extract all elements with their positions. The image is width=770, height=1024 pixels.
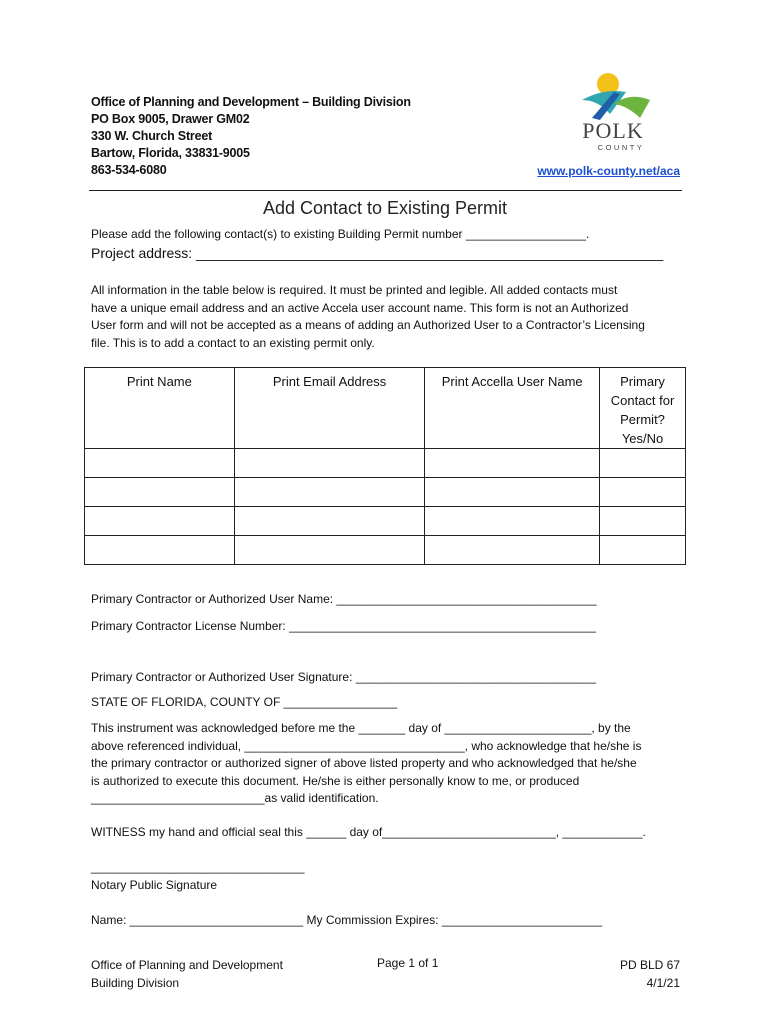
header-divider <box>89 190 682 191</box>
city-state-zip: Bartow, Florida, 33831-9005 <box>91 146 250 160</box>
office-address-block <box>91 94 411 179</box>
footer-office <box>91 956 283 992</box>
form-title: Add Contact to Existing Permit <box>262 198 508 218</box>
accela-user-cell[interactable] <box>425 536 600 565</box>
notary-signature-line: ________________________________ <box>91 860 305 874</box>
page-number: Page 1 of 1 <box>377 956 439 970</box>
header-print-email: Print Email Address <box>234 368 425 449</box>
header-print-name: Print Name <box>85 368 235 449</box>
name-cell[interactable] <box>85 449 235 478</box>
street-address: 330 W. Church Street <box>91 129 213 143</box>
primary-contact-cell[interactable] <box>600 449 686 478</box>
polk-county-logo <box>568 70 658 154</box>
email-cell[interactable] <box>234 449 425 478</box>
license-number-line: Primary Contractor License Number: ______________________________________________ <box>91 619 597 633</box>
website-link[interactable]: www.polk-county.net/aca <box>537 164 680 178</box>
accela-user-cell[interactable] <box>425 507 600 536</box>
notary-signature-label: Notary Public Signature <box>91 878 218 892</box>
primary-contact-cell[interactable] <box>600 478 686 507</box>
phone-number: 863-534-6080 <box>91 163 167 177</box>
email-cell[interactable] <box>234 478 425 507</box>
logo-subtitle: COUNTY <box>597 143 645 152</box>
contractor-signature-line: Primary Contractor or Authorized User Signature: ____________________________________ <box>91 670 597 684</box>
po-box: PO Box 9005, Drawer GM02 <box>91 112 250 126</box>
email-cell[interactable] <box>234 507 425 536</box>
name-cell[interactable] <box>85 507 235 536</box>
name-cell[interactable] <box>85 478 235 507</box>
email-cell[interactable] <box>234 536 425 565</box>
accela-user-cell[interactable] <box>425 449 600 478</box>
form-id: PD BLD 67 <box>619 958 680 972</box>
permit-number-instruction: Please add the following contact(s) to existing Building Permit number __________________. <box>91 227 590 241</box>
header-accela-user: Print Accella User Name <box>425 368 600 449</box>
header-primary-contact: Primary Contact for Permit? Yes/No <box>600 368 686 449</box>
table-row <box>85 478 686 507</box>
office-name: Office of Planning and Development – Building Division <box>91 95 411 109</box>
primary-contact-cell[interactable] <box>600 536 686 565</box>
contractor-name-line: Primary Contractor or Authorized User Name: _______________________________________ <box>91 592 597 606</box>
instructions-paragraph: All information in the table below is required. It must be printed and legible. All added contacts must have a unique email address and an active Accela user account name. This form is not an Authorized User form and will not be accepted as a means of adding an Authorized User to a Contractor’s Licensing file. This is to add a contact to an existing permit only. <box>91 283 645 350</box>
table-row <box>85 449 686 478</box>
primary-contact-cell[interactable] <box>600 507 686 536</box>
table-row <box>85 507 686 536</box>
acknowledgment-paragraph: This instrument was acknowledged before me the _______ day of ______________________, by the above referenced individual, _________________________________, who acknowledge that he/she is the primary contractor or authorized signer of above listed property and who acknowledged that he/she is authorized to execute this document. He/she is either personally know to me, or produced __________________________as valid identification. <box>91 721 642 805</box>
witness-line: WITNESS my hand and official seal this ______ day of__________________________, ____________. <box>91 825 646 839</box>
accela-user-cell[interactable] <box>425 478 600 507</box>
project-address-line: Project address: ____________________________________________________________ <box>91 245 664 261</box>
form-date: 4/1/21 <box>646 976 680 990</box>
logo-wordmark: POLK <box>582 118 644 143</box>
state-county-line: STATE OF FLORIDA, COUNTY OF _________________ <box>91 695 398 709</box>
table-header-row <box>85 368 686 449</box>
footer-form-info <box>620 956 680 992</box>
table-row <box>85 536 686 565</box>
name-cell[interactable] <box>85 536 235 565</box>
name-commission-line: Name: __________________________ My Commission Expires: ________________________ <box>91 913 603 927</box>
contacts-table <box>84 367 686 565</box>
footer-office-line: Office of Planning and Development <box>91 958 283 972</box>
footer-division-line: Building Division <box>91 976 180 990</box>
